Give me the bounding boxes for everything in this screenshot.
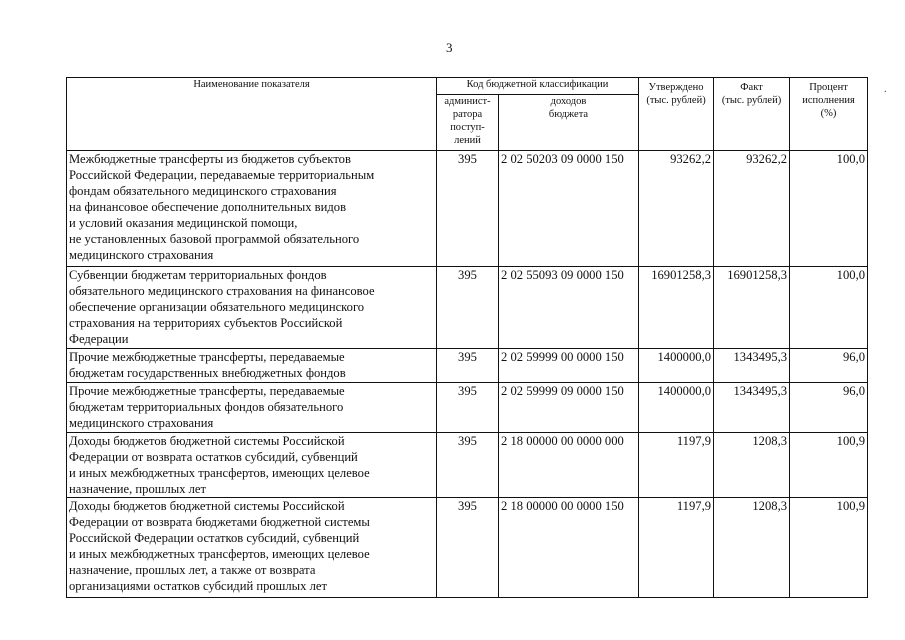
fact-value-cell: 1208,3 — [714, 498, 790, 598]
administrator-code-cell: 395 — [437, 349, 499, 383]
percent-value-cell: 100,9 — [790, 498, 868, 598]
budget-revenue-code-cell: 2 02 59999 00 0000 150 — [499, 349, 639, 383]
approved-value-cell: 93262,2 — [639, 151, 714, 267]
fact-value-cell: 1343495,3 — [714, 383, 790, 433]
budget-revenue-code-cell: 2 02 50203 09 0000 150 — [499, 151, 639, 267]
table-body — [67, 151, 868, 598]
budget-revenue-code-cell: 2 18 00000 00 0000 150 — [499, 498, 639, 598]
percent-value-cell: 96,0 — [790, 349, 868, 383]
administrator-code-cell: 395 — [437, 151, 499, 267]
administrator-code-cell: 395 — [437, 433, 499, 498]
table-row — [67, 349, 868, 383]
table-row — [67, 151, 868, 267]
percent-value-cell: 100,0 — [790, 151, 868, 267]
header-fact: Факт (тыс. рублей) — [714, 78, 790, 151]
fact-value-cell: 16901258,3 — [714, 267, 790, 349]
header-budget-revenue: доходов бюджета — [499, 95, 639, 151]
indicator-name-cell: Субвенции бюджетам территориальных фондов обязательного медицинского страхования на финансовое обеспечение организации обязательного медицинского страхования на территориях субъектов Российской Федерации — [67, 267, 437, 349]
table-row — [67, 267, 868, 349]
table-row — [67, 498, 868, 598]
administrator-code-cell: 395 — [437, 498, 499, 598]
budget-revenue-code-cell: 2 18 00000 00 0000 000 — [499, 433, 639, 498]
fact-value-cell: 93262,2 — [714, 151, 790, 267]
percent-value-cell: 96,0 — [790, 383, 868, 433]
approved-value-cell: 1197,9 — [639, 498, 714, 598]
header-indicator-name: Наименование показателя — [67, 78, 437, 151]
budget-revenue-code-cell: 2 02 59999 09 0000 150 — [499, 383, 639, 433]
header-budget-classification-code: Код бюджетной классификации — [437, 78, 639, 95]
table-row — [67, 433, 868, 498]
budget-report-table — [66, 77, 868, 598]
administrator-code-cell: 395 — [437, 267, 499, 349]
indicator-name-cell: Прочие межбюджетные трансферты, передаваемые бюджетам государственных внебюджетных фондов — [67, 349, 437, 383]
indicator-name-cell: Доходы бюджетов бюджетной системы Российской Федерации от возврата остатков субсидий, субвенций и иных межбюджетных трансфертов, имеющих целевое назначение, прошлых лет — [67, 433, 437, 498]
header-approved: Утверждено (тыс. рублей) — [639, 78, 714, 151]
approved-value-cell: 1400000,0 — [639, 383, 714, 433]
administrator-code-cell: 395 — [437, 383, 499, 433]
approved-value-cell: 1197,9 — [639, 433, 714, 498]
indicator-name-cell: Прочие межбюджетные трансферты, передаваемые бюджетам территориальных фондов обязательного медицинского страхования — [67, 383, 437, 433]
approved-value-cell: 16901258,3 — [639, 267, 714, 349]
table-row — [67, 383, 868, 433]
indicator-name-cell: Межбюджетные трансферты из бюджетов субъектов Российской Федерации, передаваемые территориальным фондам обязательного медицинского страхования на финансовое обеспечение дополнительных видов и условий оказания медицинской помощи, не установленных базовой программой обязательного медицинского страхования — [67, 151, 437, 267]
fact-value-cell: 1208,3 — [714, 433, 790, 498]
scan-dot-mark: . — [884, 84, 887, 95]
percent-value-cell: 100,0 — [790, 267, 868, 349]
percent-value-cell: 100,9 — [790, 433, 868, 498]
budget-revenue-code-cell: 2 02 55093 09 0000 150 — [499, 267, 639, 349]
approved-value-cell: 1400000,0 — [639, 349, 714, 383]
fact-value-cell: 1343495,3 — [714, 349, 790, 383]
header-percent-execution: Процент исполнения (%) — [790, 78, 868, 151]
page-number: 3 — [446, 40, 453, 55]
header-revenue-administrator: админист- ратора поступ- лений — [437, 95, 499, 151]
indicator-name-cell: Доходы бюджетов бюджетной системы Российской Федерации от возврата бюджетами бюджетной системы Российской Федерации остатков субсидий, субвенций и иных межбюджетных трансфертов, имеющих целевое назначение, прошлых лет, а также от возврата организациями остатков субсидий прошлых лет — [67, 498, 437, 598]
